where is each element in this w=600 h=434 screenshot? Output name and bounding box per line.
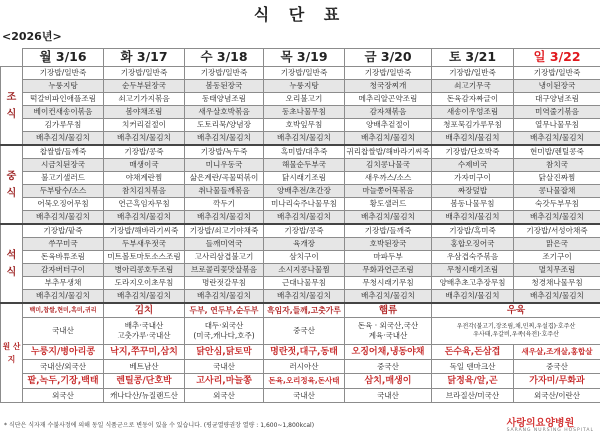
- menu-item: 삼치구이: [264, 251, 345, 264]
- origin-value-line: 계육·국내산: [368, 331, 408, 340]
- menu-item: 기장밥/서성아채죽: [514, 224, 600, 238]
- origin-item-head: 두부, 연두부,순두부: [185, 303, 264, 318]
- menu-item: 짜장덮밥: [432, 185, 514, 198]
- origin-item-head: 명란젓,대구,동태: [264, 345, 345, 360]
- menu-item: 부추무생채: [23, 277, 104, 290]
- menu-item: 새송이우엉조림: [432, 106, 514, 119]
- day-header: 토 3/21: [432, 49, 514, 67]
- menu-item: 도토리묵/양념장: [185, 119, 264, 132]
- menu-item: 돈육감자짜글이: [432, 93, 514, 106]
- menu-item: 쑤꾸미국: [23, 238, 104, 251]
- origin-item-head: 삼치,매생이: [345, 374, 432, 389]
- menu-item: 조기구이: [514, 251, 600, 264]
- menu-item: 청포묵김가루무침: [432, 119, 514, 132]
- menu-item: 봄야채조림: [104, 106, 185, 119]
- menu-item: 무청시래기무침: [345, 277, 432, 290]
- menu-item: 대구양념조림: [514, 93, 600, 106]
- menu-item: 미나리숙주나물무침: [264, 198, 345, 211]
- meal-row: [1, 251, 600, 264]
- meal-row: [1, 80, 600, 93]
- menu-item: 배추김치/물김치: [514, 132, 600, 146]
- menu-item: 순두부된장국: [104, 80, 185, 93]
- menu-item: 쇠고기무국: [432, 80, 514, 93]
- origin-item-value: 국내산: [264, 389, 345, 403]
- meal-row: [1, 106, 600, 119]
- meal-row: [1, 119, 600, 132]
- day-header: 수 3/18: [185, 49, 264, 67]
- menu-item: 쇠고기가지볶음: [104, 93, 185, 106]
- day-header: 일 3/22: [514, 49, 600, 67]
- origin-item-head: 닭안심,닭토막: [185, 345, 264, 360]
- menu-item: 기장밥/쇠고기야채죽: [185, 224, 264, 238]
- menu-item: 두부탕수/소스: [23, 185, 104, 198]
- origin-value-line: 고춧가루·국내산: [117, 331, 171, 340]
- corner-cell: [1, 49, 23, 67]
- origin-value-line: (미국,캐나다,호주): [193, 331, 255, 340]
- menu-item: 미트볼토마토소스조림: [104, 251, 185, 264]
- menu-item: 배추김치/물김치: [23, 211, 104, 225]
- menu-item: 멸치무조림: [514, 264, 600, 277]
- day-header-row: [1, 49, 600, 67]
- menu-item: 기장밥/들깨죽: [345, 224, 432, 238]
- menu-item: 호박된장국: [345, 238, 432, 251]
- menu-item: 기장밥/일반죽: [432, 67, 514, 80]
- meal-section-label: 중 식: [1, 145, 23, 224]
- origin-item-head: 낙지,쭈꾸미,삼치: [104, 345, 185, 360]
- origin-item-value: [345, 318, 432, 345]
- menu-item: 명란젓갈무침: [185, 277, 264, 290]
- menu-item: 우삼겹숙주볶음: [432, 251, 514, 264]
- day-header: 금 3/20: [345, 49, 432, 67]
- origin-item-value: 중국산: [345, 360, 432, 374]
- menu-item: 배추김치/물김치: [264, 290, 345, 304]
- menu-item: 육개장: [264, 238, 345, 251]
- menu-item: 깍두기: [185, 198, 264, 211]
- origin-item-head: 오징어채,냉동야채: [345, 345, 432, 360]
- menu-item: 현미밥/렌틸콩죽: [514, 145, 600, 159]
- menu-item: 배추김치/물김치: [514, 211, 600, 225]
- origin-value-line: 돈육 · 외국산,국산: [357, 320, 419, 330]
- menu-item: 배추김치/물김치: [432, 211, 514, 225]
- meal-row: [1, 172, 600, 185]
- menu-item: 흑미밥/대추죽: [264, 145, 345, 159]
- menu-item: 어묵오징어무침: [23, 198, 104, 211]
- menu-item: 시금치된장국: [23, 159, 104, 172]
- menu-item: 김가루무침: [23, 119, 104, 132]
- menu-item: 기장밥/일반죽: [264, 67, 345, 80]
- menu-item: 돈육바튜조림: [23, 251, 104, 264]
- origin-value-line: 우사태,우갈비,우족(육전)·호주산: [473, 331, 559, 338]
- origin-value-line: 중국산: [293, 325, 315, 335]
- origin-item-head: 백미,찹쌀,현미,흑미,귀리: [23, 303, 104, 318]
- menu-item: 미역줄기볶음: [514, 106, 600, 119]
- menu-item: 무화과연근조림: [345, 264, 432, 277]
- menu-item: 황도샐러드: [345, 198, 432, 211]
- origin-item-value: 국내산: [185, 360, 264, 374]
- menu-item: 열무나물무침: [514, 119, 600, 132]
- menu-item: 기장밥/일반죽: [514, 67, 600, 80]
- menu-item: 누룽지탕: [264, 80, 345, 93]
- menu-item: 호박잎무침: [264, 119, 345, 132]
- menu-item: 근대나물무침: [264, 277, 345, 290]
- meal-row: [1, 277, 600, 290]
- menu-item: 배추김치/물김치: [104, 290, 185, 304]
- menu-item: 기장밥/일반죽: [345, 67, 432, 80]
- menu-item: 마늘쫑어묵볶음: [345, 185, 432, 198]
- menu-item: 양배추초고추장무침: [432, 277, 514, 290]
- menu-item: 불고기샐러드: [23, 172, 104, 185]
- origin-item-value: 국내산: [345, 389, 432, 403]
- menu-item: 기장밥/콩죽: [104, 145, 185, 159]
- menu-item: 기장밥/흑미죽: [432, 224, 514, 238]
- meal-section-label: 석 식: [1, 224, 23, 303]
- menu-item: 숙갓두부무침: [514, 198, 600, 211]
- menu-item: 삶은계란/곡물떡볶이: [185, 172, 264, 185]
- menu-item: 배추김치/물김치: [345, 290, 432, 304]
- menu-item: 기장밥/콩죽: [264, 224, 345, 238]
- origin-item-head: 팥,녹두,기장,백태: [23, 374, 104, 389]
- menu-item: 두부새우젓국: [104, 238, 185, 251]
- menu-item: 감자채볶음: [345, 106, 432, 119]
- menu-item: 찹쌀밥/들깨죽: [23, 145, 104, 159]
- menu-item: 매생이국: [104, 159, 185, 172]
- menu-item: 닭시래기조림: [264, 172, 345, 185]
- menu-item: 오리불고기: [264, 93, 345, 106]
- menu-item: 누룽지탕: [23, 80, 104, 93]
- menu-item: 기장밥/녹두죽: [185, 145, 264, 159]
- origin-item-head: 닭정육/알,곤: [432, 374, 514, 389]
- menu-item: 메추리알곤약조림: [345, 93, 432, 106]
- menu-item: 수제비국: [432, 159, 514, 172]
- origin-item-value: 외국산: [23, 389, 104, 403]
- menu-item: 치커리겉절이: [104, 119, 185, 132]
- menu-item: 배추김치/물김치: [23, 290, 104, 304]
- origin-item-head: 렌틸콩/단호박: [104, 374, 185, 389]
- meal-row: [1, 93, 600, 106]
- menu-item: 마파두부: [345, 251, 432, 264]
- menu-item: 닭살진짜찜: [514, 172, 600, 185]
- day-header: 목 3/19: [264, 49, 345, 67]
- origin-value-row: [1, 360, 600, 374]
- menu-item: 봄동나물무침: [432, 198, 514, 211]
- menu-item: 무청시래기조림: [432, 264, 514, 277]
- menu-item: 배추김치/물김치: [432, 132, 514, 146]
- meal-row: [1, 211, 600, 225]
- menu-item: 참치국: [514, 159, 600, 172]
- menu-item: 배추김치/물김치: [432, 290, 514, 304]
- origin-item-head: 햄류: [345, 303, 432, 318]
- footnote: * 식단은 식자재 수불사정에 의해 동일 식품군으로 변동이 있을 수 있습니다. (평균열량권장 열량 : 1,600~1,800kcal): [4, 422, 315, 429]
- origin-item-head: 가자미/무화과: [514, 374, 600, 389]
- origin-header-row: [1, 374, 600, 389]
- origin-item-head: 고사리,마늘쫑: [185, 374, 264, 389]
- meal-row: [1, 224, 600, 238]
- menu-item: 브로콜리꽃맛살볶음: [185, 264, 264, 277]
- menu-item: 배추김치/물김치: [185, 290, 264, 304]
- origin-item-head: 누룽지/병아리콩: [23, 345, 104, 360]
- meal-row: [1, 264, 600, 277]
- menu-item: 배추김치/물김치: [345, 211, 432, 225]
- meal-row: [1, 67, 600, 80]
- meal-row: [1, 290, 600, 304]
- origin-header-row: [1, 345, 600, 360]
- origin-item-head: 우육: [432, 303, 600, 318]
- day-header: 화 3/17: [104, 49, 185, 67]
- meal-row: [1, 132, 600, 146]
- meal-table: [0, 48, 600, 403]
- menu-item: 배추김치/물김치: [104, 132, 185, 146]
- menu-item: 새우살호박볶음: [185, 106, 264, 119]
- menu-item: 청국장찌개: [345, 80, 432, 93]
- origin-item-head: 돈수육,돈삼겹: [432, 345, 514, 360]
- hospital-name: 사랑의요양병원: [506, 418, 575, 429]
- origin-item-value: 베트남산: [104, 360, 185, 374]
- origin-item-value: 중국산: [514, 360, 600, 374]
- origin-item-value: [432, 318, 600, 345]
- menu-item: 맑은국: [514, 238, 600, 251]
- menu-item: 기장밥/팥죽: [23, 224, 104, 238]
- origin-item-head: 흑임자,들깨,고춧가루: [264, 303, 345, 318]
- origin-item-value: 캐나다산/뉴질랜드산: [104, 389, 185, 403]
- meal-row: [1, 198, 600, 211]
- meal-section-label: 조 식: [1, 67, 23, 146]
- menu-item: 배추김치/물김치: [264, 132, 345, 146]
- menu-item: 기장밥/일반죽: [185, 67, 264, 80]
- menu-item: 들깨미역국: [185, 238, 264, 251]
- menu-item: 콩나물잡채: [514, 185, 600, 198]
- menu-item: 배추김치/물김치: [264, 211, 345, 225]
- day-header: 월 3/16: [23, 49, 104, 67]
- menu-item: 기장밥/일반죽: [104, 67, 185, 80]
- origin-item-value: 국내산/외국산: [23, 360, 104, 374]
- origin-item-value: 러시아산: [264, 360, 345, 374]
- meal-row: [1, 238, 600, 251]
- origin-value-line: 국내산: [52, 325, 74, 335]
- menu-item: 참치김치볶음: [104, 185, 185, 198]
- menu-item: 기장밥/일반죽: [23, 67, 104, 80]
- menu-item: 감자버터구이: [23, 264, 104, 277]
- origin-item-value: 브라질산/미국산: [432, 389, 514, 403]
- origin-item-value: 독일 덴마크산: [432, 360, 514, 374]
- menu-item: 배추김치/물김치: [345, 132, 432, 146]
- origin-header-row: [1, 303, 600, 318]
- menu-item: 청경채나물무침: [514, 277, 600, 290]
- menu-item: 떡갈비파인애플조림: [23, 93, 104, 106]
- origin-value-line: 우전각(불고기,장조림,채,민찌,우설겹)·호주산: [456, 322, 576, 330]
- menu-item: 봄동된장국: [185, 80, 264, 93]
- menu-item: 야채계란찜: [104, 172, 185, 185]
- menu-item: 배추김치/물김치: [104, 211, 185, 225]
- origin-item-head: 돈육,오리정육,돈사태: [264, 374, 345, 389]
- origin-item-value: 외국산/이란산: [514, 389, 600, 403]
- meal-row: [1, 145, 600, 159]
- menu-item: 고사리삼겹불고기: [185, 251, 264, 264]
- page-title: 식 단 표: [253, 5, 347, 24]
- menu-item: 기장밥/단호박죽: [432, 145, 514, 159]
- origin-item-head: 새우살,조개살,홍합살: [514, 345, 600, 360]
- menu-item: 취나물들깨볶음: [185, 185, 264, 198]
- origin-item-value: [104, 318, 185, 345]
- menu-item: 홍합오징어국: [432, 238, 514, 251]
- menu-item: 냉이된장국: [514, 80, 600, 93]
- menu-item: 귀리찹쌀밥/해바라기씨죽: [345, 145, 432, 159]
- menu-item: 해물순두부국: [264, 159, 345, 172]
- origin-item-value: [185, 318, 264, 345]
- hospital-subtitle: SARANG NURSING HOSPITAL: [506, 428, 594, 433]
- origin-value-row: [1, 318, 600, 345]
- origin-item-head: 김치: [104, 303, 185, 318]
- menu-item: 연근흑임자무침: [104, 198, 185, 211]
- menu-item: 양배추겉절이: [345, 119, 432, 132]
- menu-item: 도라지오이초무침: [104, 277, 185, 290]
- year-label: <2026년>: [2, 30, 62, 43]
- origin-section-label: 원 산 지: [1, 303, 23, 403]
- origin-value-line: 배추·국내산: [124, 320, 164, 330]
- menu-item: 배추김치/물김치: [185, 132, 264, 146]
- menu-item: 베이컨새송이볶음: [23, 106, 104, 119]
- meal-row: [1, 185, 600, 198]
- menu-item: 배추김치/물김치: [185, 211, 264, 225]
- menu-item: 소시지콩나물찜: [264, 264, 345, 277]
- meal-row: [1, 159, 600, 172]
- menu-item: 가자미구이: [432, 172, 514, 185]
- origin-item-value: [264, 318, 345, 345]
- menu-item: 기장밥/해바라기씨죽: [104, 224, 185, 238]
- menu-item: 동초나물무침: [264, 106, 345, 119]
- menu-item: 동태양념조림: [185, 93, 264, 106]
- menu-item: 김치콩나물국: [345, 159, 432, 172]
- hospital-logo: [507, 414, 594, 433]
- origin-item-value: 외국산: [185, 389, 264, 403]
- menu-item: 배추김치/물김치: [23, 132, 104, 146]
- menu-item: 미니우동국: [185, 159, 264, 172]
- origin-value-line: 대두·외국산: [204, 320, 244, 330]
- menu-item: 배추김치/물김치: [514, 290, 600, 304]
- menu-item: 양배추전/초간장: [264, 185, 345, 198]
- origin-value-row: [1, 389, 600, 403]
- menu-item: 병아리콩호두조림: [104, 264, 185, 277]
- origin-item-value: [23, 318, 104, 345]
- menu-item: 새우까스/소스: [345, 172, 432, 185]
